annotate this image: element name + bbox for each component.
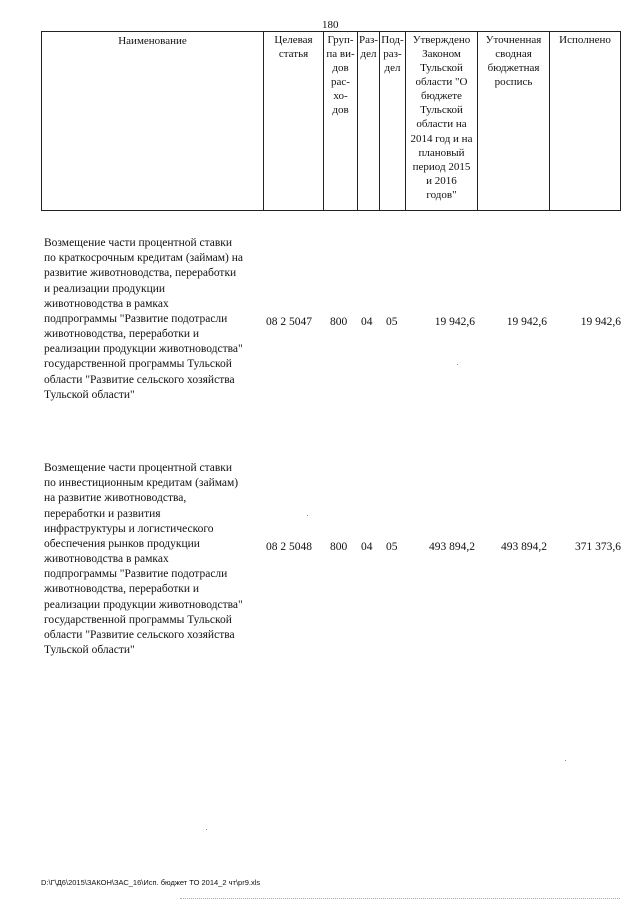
row-1-name-line: и реализации продукции (44, 282, 166, 295)
row-1-target: 08 2 5047 (266, 316, 312, 328)
row-2-approved: 493 894,2 (429, 541, 475, 553)
row-1-name-line: области "Развитие сельского хозяйства (44, 373, 235, 386)
header-section-line: Раз- (358, 34, 378, 46)
row-2-group: 800 (330, 541, 348, 553)
header-approved-line: годов" (426, 188, 457, 201)
row-2-name-line: области "Развитие сельского хозяйства (44, 628, 235, 641)
row-1-name-line: животноводства, переработки и (44, 328, 200, 341)
row-1-group: 800 (330, 316, 348, 328)
header-name-text: Наименование (118, 35, 187, 47)
header-approved-line: бюджете (421, 90, 462, 103)
row-1-name (44, 236, 266, 403)
row-1-executed: 19 942,6 (580, 316, 621, 328)
header-clarified (477, 31, 549, 211)
header-group-line: рас- (331, 76, 350, 89)
header-clarified-line: бюджетная (487, 62, 540, 75)
header-section-line: дел (360, 48, 377, 61)
header-approved (405, 31, 477, 211)
row-2-target: 08 2 5048 (266, 541, 312, 553)
header-section (357, 31, 379, 211)
row-1-section: 04 (361, 316, 373, 328)
header-group-line: дов (332, 62, 349, 75)
row-2-name-line: на развитие животноводства, (44, 492, 187, 505)
row-1-name-line: подпрограммы "Развитие подотрасли (44, 312, 228, 325)
header-clarified-line: Уточненная (485, 34, 542, 46)
page-number: 180 (322, 19, 339, 31)
row-2-name-line: животноводства, переработки и (44, 583, 200, 596)
header-target-line: Целевая (274, 34, 313, 46)
header-approved-line: 2014 год и на (410, 132, 473, 145)
header-subsection-line: Под- (381, 34, 404, 46)
header-approved-line: Утверждено (412, 34, 471, 46)
row-1-name-line: Возмещение части процентной ставки (44, 237, 233, 249)
row-2-name-line: Тульской области" (44, 644, 135, 657)
header-subsection (379, 31, 405, 211)
row-1-name-line: развитие животноводства, переработки (44, 267, 237, 280)
row-2-subsection: 05 (386, 541, 398, 553)
header-target (263, 31, 323, 211)
row-2-name-line: реализации продукции животноводства" (44, 598, 243, 611)
header-approved-line: и 2016 (426, 174, 457, 187)
header-target-line: статья (278, 48, 309, 61)
row-2-name-line: Возмещение части процентной ставки (44, 462, 233, 474)
row-1-clarified: 19 942,6 (506, 316, 547, 328)
header-approved-line: области "О (415, 76, 468, 89)
scan-speck (565, 760, 566, 761)
row-1-name-line: по краткосрочным кредитам (займам) на (44, 252, 244, 265)
row-1-name-line: Тульской области" (44, 388, 135, 401)
header-group-line: па ви- (326, 48, 355, 61)
header-approved-line: плановый (418, 146, 465, 159)
row-2-name-line: государственной программы Тульской (44, 613, 232, 626)
row-2-name-line: обеспечения рынков продукции (44, 537, 200, 550)
header-approved-line: период 2015 (412, 160, 471, 173)
row-1-approved: 19 942,6 (434, 316, 475, 328)
footer-line (180, 898, 620, 899)
header-clarified-line: сводная (495, 48, 532, 61)
header-group-line: дов (332, 104, 349, 117)
row-2-name-line: инфраструктуры и логистического (44, 522, 214, 535)
header-subsection-line: дел (384, 62, 401, 75)
row-2-section: 04 (361, 541, 373, 553)
header-group (323, 31, 357, 211)
scan-speck (206, 829, 207, 830)
row-1-subsection: 05 (386, 316, 398, 328)
row-1-name-line: животноводства в рамках (44, 297, 169, 310)
header-name (41, 31, 263, 211)
header-group-line: Груп- (327, 34, 354, 46)
header-executed (549, 31, 621, 211)
row-2-name-line: переработки и развития (44, 507, 161, 520)
scan-speck (307, 515, 308, 516)
header-approved-line: Тульской (420, 62, 463, 75)
header-approved-line: Законом (422, 48, 461, 61)
row-2-executed: 371 373,6 (575, 541, 621, 553)
row-2-name (44, 461, 266, 658)
row-1-name-line: государственной программы Тульской (44, 358, 232, 371)
header-approved-line: Тульской (420, 104, 463, 117)
header-clarified-line: роспись (494, 76, 533, 89)
header-approved-line: области на (416, 118, 467, 131)
row-2-name-line: по инвестиционным кредитам (займам) (44, 477, 239, 490)
row-2-name-line: животноводства в рамках (44, 553, 169, 566)
header-subsection-line: раз- (383, 48, 402, 61)
row-2-name-line: подпрограммы "Развитие подотрасли (44, 568, 228, 581)
row-1-name-line: реализации продукции животноводства" (44, 343, 243, 356)
header-executed-line: Исполнено (559, 34, 611, 46)
scan-speck (457, 364, 458, 365)
row-2-clarified: 493 894,2 (501, 541, 547, 553)
file-path-footer: D:\Г\Д6\2015\ЗАКОН\ЗАС_16\Исп. бюджет ТО 2014_2 чт\pr9.xls (41, 878, 261, 887)
header-group-line: хо- (333, 90, 348, 103)
